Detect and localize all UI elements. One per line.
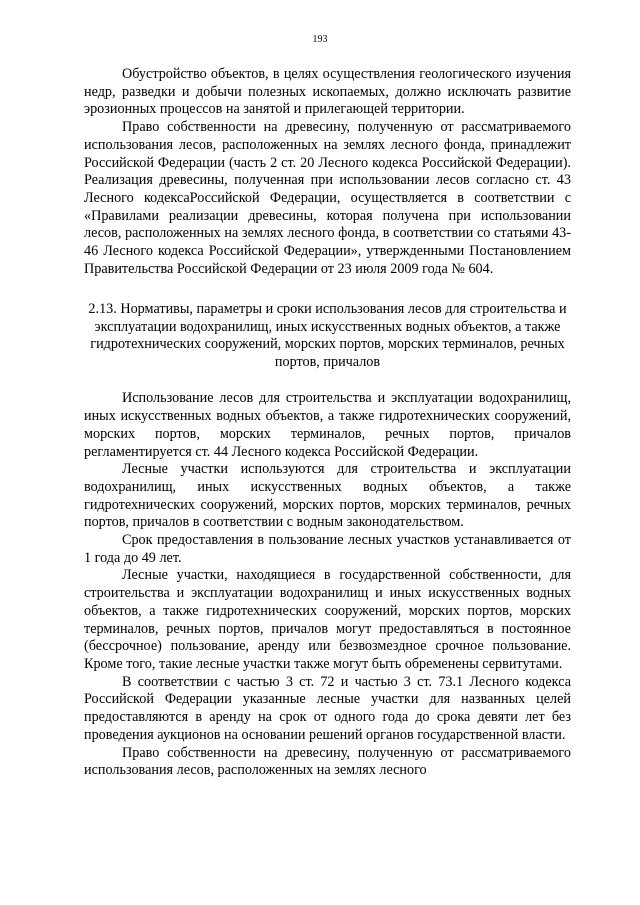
paragraph: Лесные участки, находящиеся в государственной собственности, для строительства и эксплуатации водохранилищ и иных искусственных водных объектов, а также гидротехнических сооружений, морских портов, морских терминалов, речных портов, причалов могут предоставляться в постоянное (бессрочное) пользование, аренду или безвозмездное срочное пользование. Кроме того, такие лесные участки также могут быть обременены сервитутами.: [84, 567, 571, 672]
page-number: 193: [312, 34, 328, 45]
section-heading: 2.13. Нормативы, параметры и сроки использования лесов для строительства и эксплуатации водохранилищ, иных искусственных водных объектов, а также гидротехнических сооружений, морских портов, морских терминалов, речных портов, причалов: [88, 301, 567, 370]
paragraph: Срок предоставления в пользование лесных участков устанавливается от 1 года до 49 лет.: [84, 532, 571, 566]
paragraph: Обустройство объектов, в целях осуществления геологического изучения недр, разведки и добычи полезных ископаемых, должно исключать развитие эрозионных процессов на занятой и прилегающей территории.: [84, 66, 571, 118]
paragraph: Лесные участки используются для строительства и эксплуатации водохранилищ, иных искусственных водных объектов, а также гидротехнических сооружений, морских портов, морских терминалов, речных портов, причалов в соответствии с водным законодательством.: [84, 461, 571, 531]
paragraph: В соответствии с частью 3 ст. 72 и частью 3 ст. 73.1 Лесного кодекса Российской Федерации указанные лесные участки для названных целей предоставляются в аренду на срок от одного года до срока девяти лет без проведения аукционов на основании решений органов государственной власти.: [84, 673, 571, 743]
paragraph: Использование лесов для строительства и эксплуатации водохранилищ, иных искусственных водных объектов, а также гидротехнических сооружений, морских портов, морских терминалов, речных портов, причалов регламентируется ст. 44 Лесного кодекса Российской Федерации.: [84, 390, 571, 460]
paragraph: Право собственности на древесину, полученную от рассматриваемого использования лесов, расположенных на землях лесного фонда, принадлежит Российской Федерации (часть 2 ст. 20 Лесного кодекса Российской Федерации). Реализация древесины, полученная при использовании лесов согласно ст. 43 Лесного кодексаРоссийской Федерации, осуществляется в соответствии с «Правилами реализации древесины, которая получена при использовании лесов, расположенных на землях лесного фонда, в соответствии со статьями 43-46 Лесного кодекса Российской Федерации», утвержденными Постановлением Правительства Российской Федерации от 23 июля 2009 года № 604.: [84, 119, 571, 277]
page-body: [84, 66, 571, 780]
paragraph: Право собственности на древесину, полученную от рассматриваемого использования лесов, расположенных на землях лесного: [84, 744, 571, 779]
